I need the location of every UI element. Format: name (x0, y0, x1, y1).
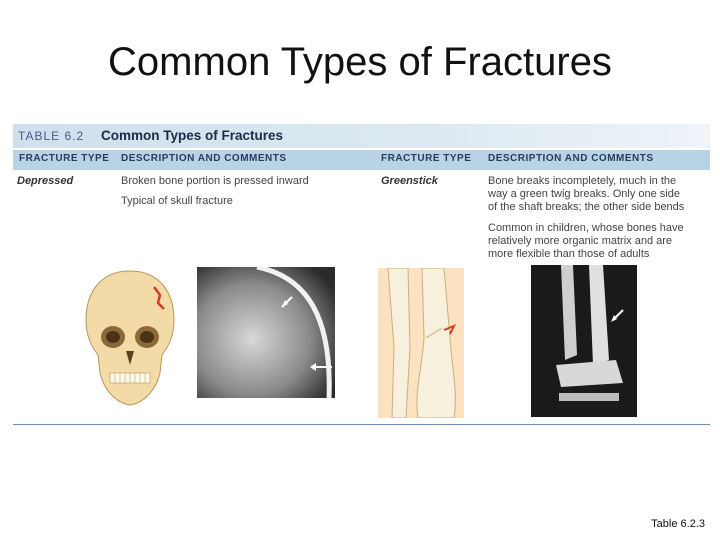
slide-caption: Table 6.2.3 (651, 518, 705, 530)
arm-xray-image (531, 265, 637, 417)
description-line: relatively more organic matrix and are (488, 235, 673, 247)
description-line: Broken bone portion is pressed inward (121, 175, 309, 187)
slide-title: Common Types of Fractures (108, 40, 612, 84)
column-header-type-right: FRACTURE TYPE (381, 153, 472, 164)
table-number: TABLE 6.2 (18, 129, 85, 143)
column-header-type-left: FRACTURE TYPE (19, 153, 110, 164)
fracture-type-depressed: Depressed (17, 175, 74, 187)
skull-illustration (80, 265, 180, 410)
table-title: Common Types of Fractures (101, 128, 284, 143)
description-line: way a green twig breaks. Only one side (488, 188, 680, 200)
description-line: of the shaft breaks; the other side bends (488, 201, 685, 213)
description-line: Common in children, whose bones have (488, 222, 684, 234)
column-header-desc-left: DESCRIPTION AND COMMENTS (121, 153, 287, 164)
arm-bone-illustration (378, 268, 464, 418)
description-line: Bone breaks incompletely, much in the (488, 175, 677, 187)
fracture-type-greenstick: Greenstick (381, 175, 438, 187)
column-header-desc-right: DESCRIPTION AND COMMENTS (488, 153, 654, 164)
skull-xray-image (197, 267, 335, 398)
table-bottom-rule (13, 424, 710, 425)
description-line: more flexible than those of adults (488, 248, 650, 260)
description-line: Typical of skull fracture (121, 195, 233, 207)
